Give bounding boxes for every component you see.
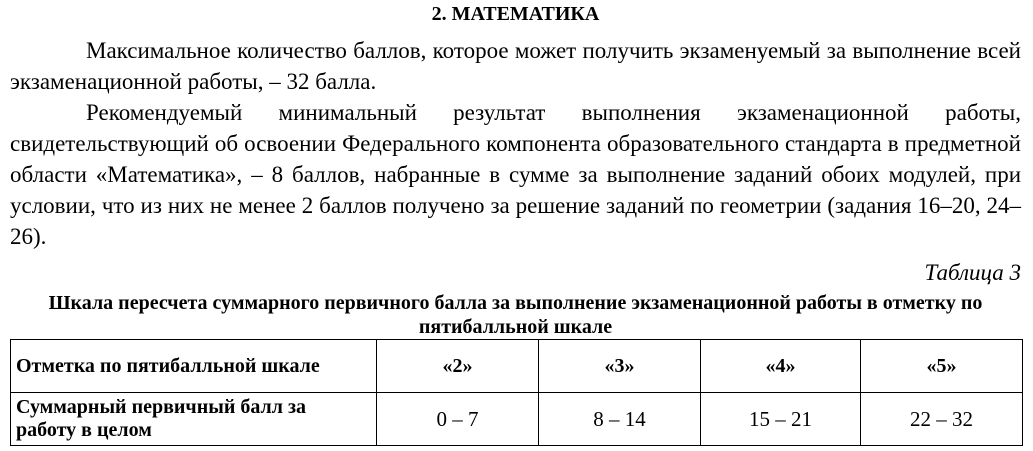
score-range-cell-3: 8 – 14 [539, 393, 701, 446]
score-range-cell-4: 15 – 21 [701, 393, 861, 446]
table-caption: Шкала пересчета суммарного первичного балла за выполнение экзаменационной работы в отметку по пятибалльной шкале [48, 292, 983, 338]
table-row-grade [11, 340, 1023, 393]
score-conversion-table [10, 339, 1023, 446]
table-reference: Таблица 3 [924, 260, 1021, 285]
document-page [10, 0, 1021, 446]
table-row-score [11, 393, 1023, 446]
grade-cell-2: «2» [377, 340, 539, 393]
row-header-grade: Отметка по пятибалльной шкале [11, 340, 377, 393]
grade-cell-5: «5» [861, 340, 1023, 393]
grade-cell-4: «4» [701, 340, 861, 393]
grade-cell-3: «3» [539, 340, 701, 393]
row-header-score: Суммарный первичный балл за работу в целом [11, 393, 377, 446]
paragraph-min-result: Рекомендуемый минимальный результат выполнения экзаменационной работы, свидетельствующий об освоении Федерального компонента образовательного стандарта в предметной области «Математика», – 8 баллов, набранные в сумме за выполнение заданий обоих модулей, при условии, что из них не менее 2 баллов получено за решение заданий по геометрии (задания 16–20, 24–26). [10, 100, 1021, 249]
score-range-cell-5: 22 – 32 [861, 393, 1023, 446]
score-range-cell-2: 0 – 7 [377, 393, 539, 446]
paragraph-max-score: Максимальное количество баллов, которое может получить экзаменуемый за выполнение всей экзаменационной работы, – 32 балла. [10, 38, 1021, 94]
section-title: 2. МАТЕМАТИКА [431, 3, 600, 25]
